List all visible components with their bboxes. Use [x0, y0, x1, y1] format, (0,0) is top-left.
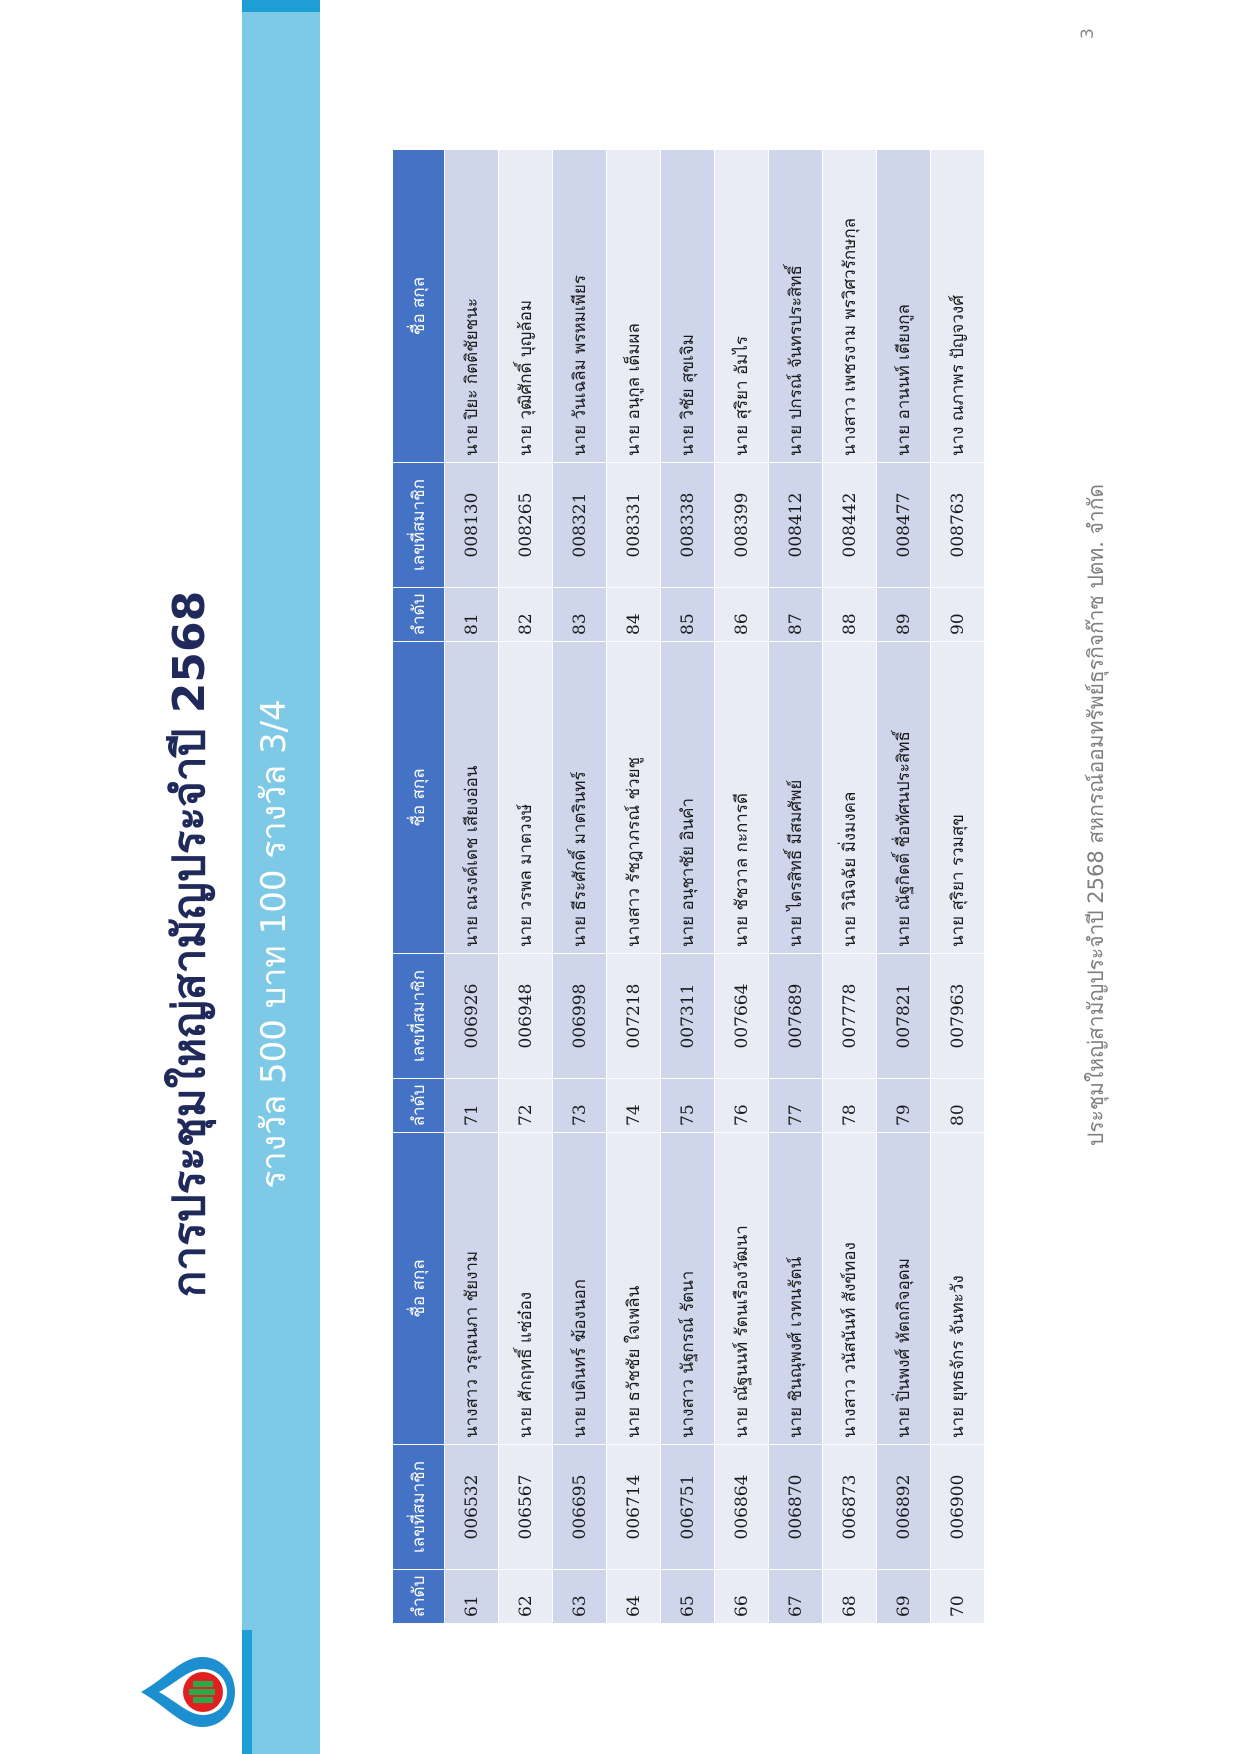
cell-member-id: 006873 [823, 1445, 877, 1570]
cell-order: 82 [499, 588, 553, 642]
cell-member-id: 006714 [607, 1445, 661, 1570]
cell-member-id: 006900 [931, 1445, 985, 1570]
table-body [445, 150, 985, 1624]
cell-name: นาย วินิจฉัย มิ่งมงคล [823, 642, 877, 954]
cell-member-id: 006948 [499, 954, 553, 1079]
cell-member-id: 006892 [877, 1445, 931, 1570]
cell-name: นาย ณัฐกิตติ์ ชื่อทัศนประสิทธิ์ [877, 642, 931, 954]
cell-name: นาย อนุชาชัย อินคำ [661, 642, 715, 954]
cell-member-id: 006926 [445, 954, 499, 1079]
column-header-member-id: เลขที่สมาชิก [393, 463, 445, 588]
table-row [661, 150, 715, 1624]
table-row [715, 150, 769, 1624]
cell-order: 90 [931, 588, 985, 642]
cell-name: นางสาว นัฐกรณ์ รัตนา [661, 1133, 715, 1445]
cell-order: 77 [769, 1079, 823, 1133]
cell-member-id: 006567 [499, 1445, 553, 1570]
cell-name: นาย วิชัย สุขเจิม [661, 150, 715, 463]
cell-order: 61 [445, 1570, 499, 1624]
column-header-member-id: เลขที่สมาชิก [393, 1445, 445, 1570]
cell-order: 64 [607, 1570, 661, 1624]
cell-name: นางสาว รัชฎาภรณ์ ช่วยชู [607, 642, 661, 954]
footer-text: ประชุมใหญ่สามัญประจำปี 2568 สหกรณ์ออมทรัพย์ธุรกิจก๊าซ ปตท. จำกัด [1084, 483, 1108, 1146]
cell-order: 70 [931, 1570, 985, 1624]
cell-member-id: 008399 [715, 463, 769, 588]
cell-member-id: 007821 [877, 954, 931, 1079]
cell-member-id: 008321 [553, 463, 607, 588]
cell-order: 71 [445, 1079, 499, 1133]
cell-order: 83 [553, 588, 607, 642]
column-header-order: ลำดับ [393, 588, 445, 642]
cell-member-id: 007311 [661, 954, 715, 1079]
cell-name: นาย บดินทร์ ฆ้องนอก [553, 1133, 607, 1445]
cell-name: นาง ณภาพร ปัญจวงศ์ [931, 150, 985, 463]
cell-name: นาย ไตรสิทธิ์ มีสมศัพย์ [769, 642, 823, 954]
cell-name: นาย วรพล มาตวงษ์ [499, 642, 553, 954]
cell-name: นาย ชัชวาล กะการดี [715, 642, 769, 954]
cell-order: 86 [715, 588, 769, 642]
cell-member-id: 007664 [715, 954, 769, 1079]
cell-member-id: 007778 [823, 954, 877, 1079]
cell-order: 63 [553, 1570, 607, 1624]
cell-name: นาย อนุกูล เต็มผล [607, 150, 661, 463]
cell-member-id: 008331 [607, 463, 661, 588]
cell-name: นางสาว วรุณนภา ชัยงาม [445, 1133, 499, 1445]
cell-name: นาย ชินณุพงศ์ เวทนรัตน์ [769, 1133, 823, 1445]
cell-name: นาย ณัฐนนท์ รัตนเรืองวัฒนา [715, 1133, 769, 1445]
cell-member-id: 008763 [931, 463, 985, 588]
cell-order: 80 [931, 1079, 985, 1133]
cell-name: นาย ศักฤทธิ์ แซ่อ๋อง [499, 1133, 553, 1445]
cell-member-id: 008442 [823, 463, 877, 588]
table-row [445, 150, 499, 1624]
cell-order: 72 [499, 1079, 553, 1133]
cell-order: 89 [877, 588, 931, 642]
cell-name: นาย วันเฉลิม พรหมเพียร [553, 150, 607, 463]
column-header-order: ลำดับ [393, 1570, 445, 1624]
cell-order: 87 [769, 588, 823, 642]
page-title: การประชุมใหญ่สามัญประจำปี 2568 [164, 590, 215, 1298]
cell-order: 85 [661, 588, 715, 642]
table-row [499, 150, 553, 1624]
table-row [607, 150, 661, 1624]
cell-name: นาย ธวัชชัย ใจเพลิน [607, 1133, 661, 1445]
cell-member-id: 008412 [769, 463, 823, 588]
cell-name: นางสาว เพชรงาม พรวิศวรักษกุล [823, 150, 877, 463]
column-header-order: ลำดับ [393, 1079, 445, 1133]
cell-name: นาย ณรงค์เดช เสียงอ่อน [445, 642, 499, 954]
cell-order: 78 [823, 1079, 877, 1133]
cell-order: 74 [607, 1079, 661, 1133]
cell-order: 62 [499, 1570, 553, 1624]
cell-order: 76 [715, 1079, 769, 1133]
table-row [877, 150, 931, 1624]
cell-order: 84 [607, 588, 661, 642]
cell-member-id: 006864 [715, 1445, 769, 1570]
cell-name: นาย สุริยา อัมไร [715, 150, 769, 463]
cell-order: 67 [769, 1570, 823, 1624]
page-subtitle: รางวัล 500 บาท 100 รางวัล 3/4 [254, 699, 294, 1189]
cell-order: 65 [661, 1570, 715, 1624]
cell-name: นาย ปิยะ กิตติชัยชนะ [445, 150, 499, 463]
cell-member-id: 007963 [931, 954, 985, 1079]
column-header-name: ชื่อ สกุล [393, 1133, 445, 1445]
table-row [823, 150, 877, 1624]
table-row [931, 150, 985, 1624]
cell-order: 69 [877, 1570, 931, 1624]
cell-member-id: 008130 [445, 463, 499, 588]
winner-table [392, 150, 978, 1624]
column-header-name: ชื่อ สกุล [393, 642, 445, 954]
cell-name: นาย วุฒิศักดิ์ บุญล้อม [499, 150, 553, 463]
winner-table-grid [392, 149, 985, 1624]
cell-member-id: 006870 [769, 1445, 823, 1570]
table-row [769, 150, 823, 1624]
table-header-row [393, 150, 445, 1624]
cell-member-id: 006532 [445, 1445, 499, 1570]
cell-member-id: 007689 [769, 954, 823, 1079]
column-header-member-id: เลขที่สมาชิก [393, 954, 445, 1079]
cell-order: 75 [661, 1079, 715, 1133]
cell-order: 68 [823, 1570, 877, 1624]
cell-order: 73 [553, 1079, 607, 1133]
cell-name: นางสาว วนัสนันท์ สังข์ทอง [823, 1133, 877, 1445]
cell-order: 79 [877, 1079, 931, 1133]
table-row [553, 150, 607, 1624]
cell-member-id: 006751 [661, 1445, 715, 1570]
cell-order: 66 [715, 1570, 769, 1624]
cell-member-id: 007218 [607, 954, 661, 1079]
column-header-name: ชื่อ สกุล [393, 150, 445, 463]
cell-name: นาย ยุทธจักร จันทะวัง [931, 1133, 985, 1445]
cell-member-id: 006998 [553, 954, 607, 1079]
cell-name: นาย ปกรณ์ จันทรประสิทธิ์ [769, 150, 823, 463]
cell-name: นาย ปิ่นพงศ์ หัตถกิจอุดม [877, 1133, 931, 1445]
cell-member-id: 008265 [499, 463, 553, 588]
cell-member-id: 006695 [553, 1445, 607, 1570]
cell-member-id: 008338 [661, 463, 715, 588]
cell-order: 81 [445, 588, 499, 642]
cell-order: 88 [823, 588, 877, 642]
cell-name: นาย สุริยา รวมสุข [931, 642, 985, 954]
page-number: 3 [1078, 28, 1098, 39]
cell-name: นาย ธีระศักดิ์ มาตรินทร์ [553, 642, 607, 954]
cell-name: นาย อานนท์ เตียงกูล [877, 150, 931, 463]
cell-member-id: 008477 [877, 463, 931, 588]
